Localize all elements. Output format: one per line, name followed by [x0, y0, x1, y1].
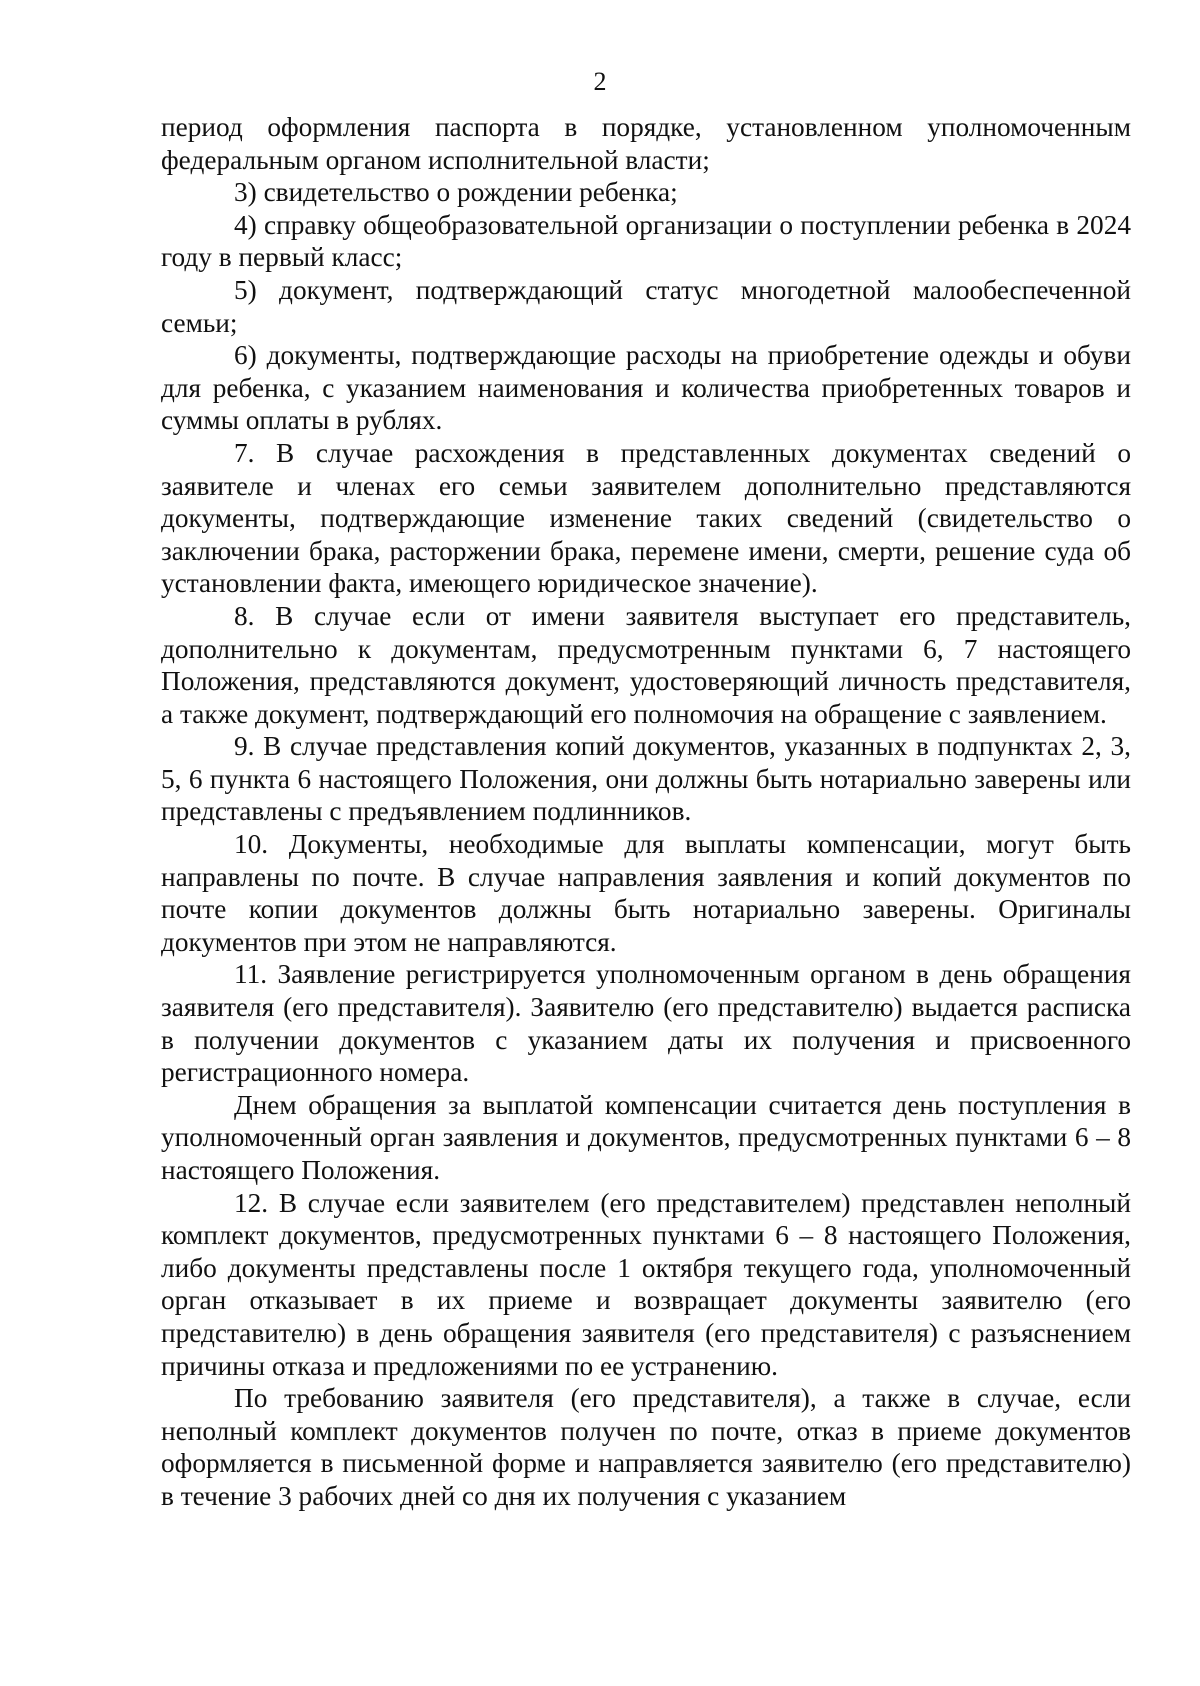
paragraph-item-3: 3) свидетельство о рождении ребенка; [234, 177, 678, 208]
paragraph-item-4: 4) справку общеобразовательной организации о поступлении ребенка в 2024 году в первый класс; [161, 209, 1131, 273]
document-body [161, 111, 1131, 1513]
paragraph-section-12: 12. В случае если заявителем (его представителем) представлен неполный комплект документов, предусмотренных пунктами 6 – 8 настоящего Положения, либо документы представлены после 1 октября текущего года, уполномоченный орган отказывает в их приеме и возвращает документы заявителю (его представителю) в день обращения заявителя (его представителя) с разъяснением причины отказа и предложениями по ее устранению. [161, 1187, 1131, 1381]
paragraph-section-7: 7. В случае расхождения в представленных документах сведений о заявителе и членах его семьи заявителем дополнительно представляются документы, подтверждающие изменение таких сведений (свидетельство о заключении брака, расторжении брака, перемене имени, смерти, решение суда об установлении факта, имеющего юридическое значение). [161, 437, 1131, 599]
paragraph-refusal-request: По требованию заявителя (его представителя), а также в случае, если неполный комплект документов получен по почте, отказ в приеме документов оформляется в письменной форме и направляется заявителю (его представителю) в течение 3 рабочих дней со дня их получения с указанием [161, 1383, 1131, 1511]
paragraph-section-9: 9. В случае представления копий документов, указанных в подпунктах 2, 3, 5, 6 пункта 6 настоящего Положения, они должны быть нотариально заверены или представлены с предъявлением подлинников. [161, 731, 1131, 827]
paragraph-passport-period: период оформления паспорта в порядке, установленном уполномоченным федеральным органом исполнительной власти; [161, 112, 1131, 175]
paragraph-section-10: 10. Документы, необходимые для выплаты компенсации, могут быть направлены по почте. В случае направления заявления и копий документов по почте копии документов должны быть нотариально заверены. Оригиналы документов при этом не направляются. [161, 829, 1131, 957]
paragraph-item-5: 5) документ, подтверждающий статус многодетной малообеспеченной семьи; [161, 274, 1131, 338]
paragraph-application-date: Днем обращения за выплатой компенсации считается день поступления в уполномоченный орган заявления и документов, предусмотренных пунктами 6 – 8 настоящего Положения. [161, 1089, 1131, 1185]
page-number: 2 [593, 67, 607, 96]
paragraph-item-6: 6) документы, подтверждающие расходы на приобретение одежды и обуви для ребенка, с указанием наименования и количества приобретенных товаров и суммы оплаты в рублях. [161, 340, 1131, 436]
paragraph-section-11: 11. Заявление регистрируется уполномоченным органом в день обращения заявителя (его представителя). Заявителю (его представителю) выдается расписка в получении документов с указанием даты их получения и присвоенного регистрационного номера. [161, 959, 1131, 1088]
paragraph-section-8: 8. В случае если от имени заявителя выступает его представитель, дополнительно к документам, предусмотренным пунктами 6, 7 настоящего Положения, представляются документ, удостоверяющий личность представителя, а также документ, подтверждающий его полномочия на обращение с заявлением. [161, 600, 1131, 729]
